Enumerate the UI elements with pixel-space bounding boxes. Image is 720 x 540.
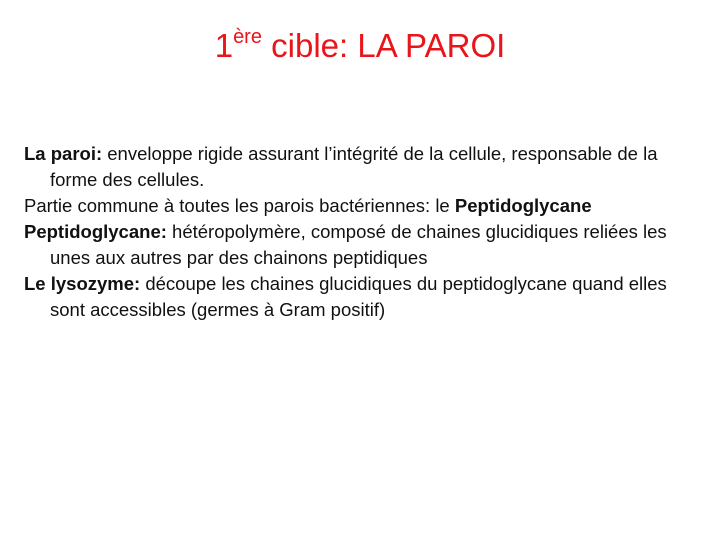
paragraph-lysozyme (24, 271, 704, 323)
paragraph-peptidoglycane-text: hétéropolymère, composé de chaines glucidiques reliées les unes aux autres par des chainons peptidiques (50, 221, 667, 268)
slide-title-number: 1 (214, 27, 234, 64)
paragraph-partie-commune-text: Partie commune à toutes les parois bactériennes: le (24, 195, 455, 216)
paragraph-peptidoglycane-lead: Peptidoglycane: (24, 221, 167, 242)
paragraph-peptidoglycane (24, 219, 704, 271)
paragraph-partie-commune (24, 193, 704, 219)
slide-title-text: cible: LA PAROI (261, 27, 506, 64)
slide-title (0, 24, 720, 73)
paragraph-paroi-lead: La paroi: (24, 143, 103, 164)
paragraph-lysozyme-lead: Le lysozyme: (24, 273, 141, 294)
paragraph-lysozyme-text: découpe les chaines glucidiques du peptidoglycane quand elles sont accessibles (germes à Gram positif) (50, 273, 667, 320)
paragraph-paroi (24, 141, 704, 193)
slide-title-superscript: ère (233, 26, 262, 48)
paragraph-paroi-text: enveloppe rigide assurant l’intégrité de la cellule, responsable de la forme des cellules. (50, 143, 658, 190)
slide-body (24, 141, 704, 323)
paragraph-partie-commune-bold: Peptidoglycane (454, 195, 592, 216)
